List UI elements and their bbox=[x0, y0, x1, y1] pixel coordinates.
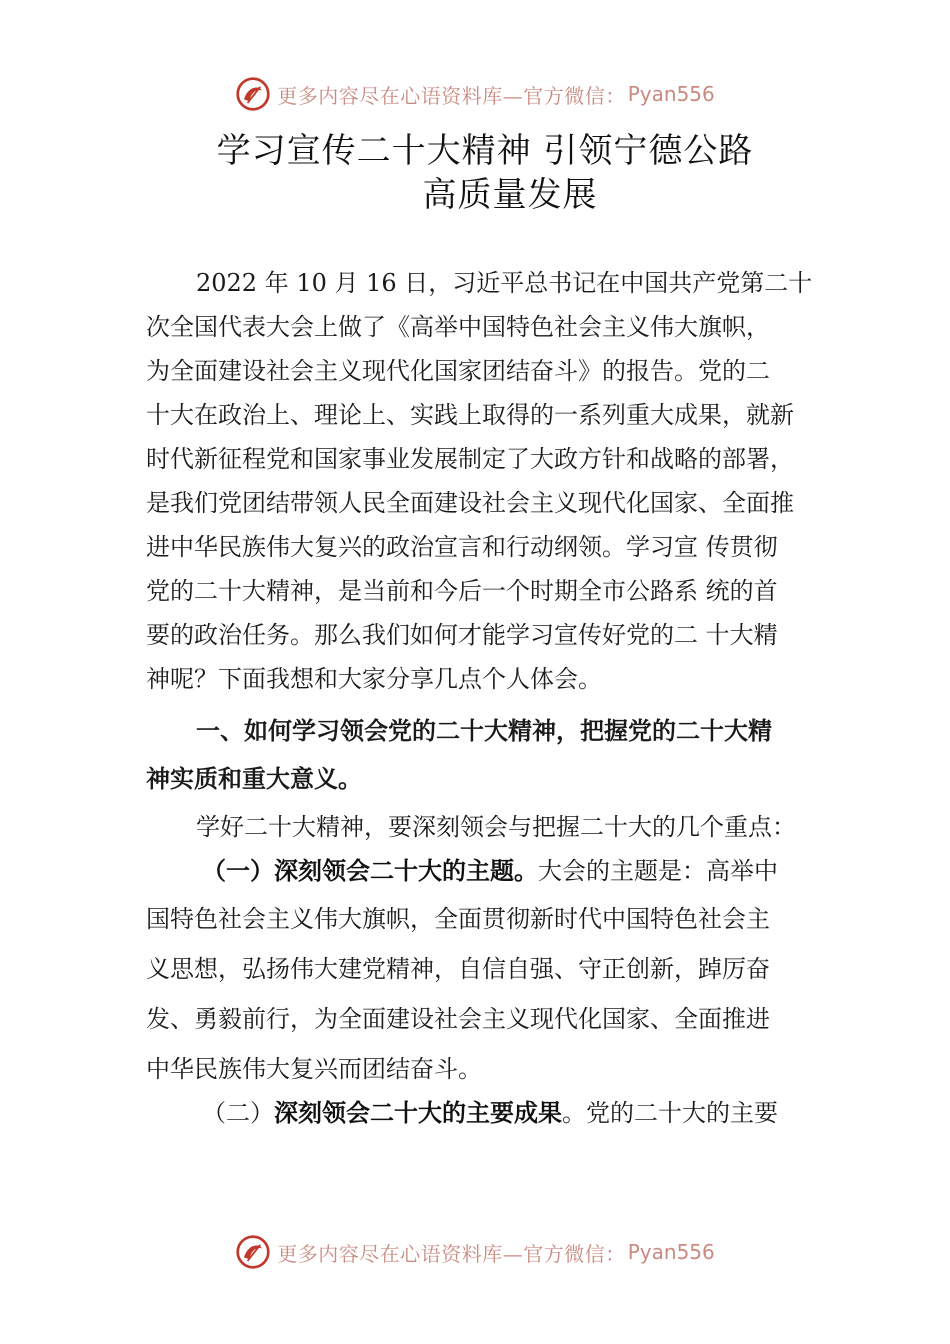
paragraph-line: 进中华民族伟大复兴的政治宣言和行动纲领。学习宣 传贯彻 bbox=[146, 533, 778, 561]
paragraph-line: 时代新征程党和国家事业发展制定了大政方针和战略的部署， bbox=[146, 445, 794, 473]
paragraph-line: 2022 年 10 月 16 日，习近平总书记在中国共产党第二十 bbox=[196, 269, 813, 297]
paragraph-line: 是我们党团结带领人民全面建设社会主义现代化国家、全面推 bbox=[146, 489, 794, 517]
paragraph-line: 为全面建设社会主义现代化国家团结奋斗》的报告。党的二 bbox=[146, 357, 770, 385]
subsection-1-line bbox=[202, 854, 778, 888]
paragraph-line: 十大在政治上、理论上、实践上取得的一系列重大成果，就新 bbox=[146, 401, 794, 429]
watermark-text: 更多内容尽在心语资料库—官方微信： bbox=[277, 83, 626, 108]
paragraph-line: 要的政治任务。那么我们如何才能学习宣传好党的二 十大精 bbox=[146, 621, 778, 649]
subsection-1-heading: （一）深刻领会二十大的主题。 bbox=[202, 857, 538, 885]
subsection-2-prefix: （二） bbox=[202, 1099, 274, 1127]
watermark-wechat-id: Pyan556 bbox=[627, 82, 715, 106]
paragraph-line: 次全国代表大会上做了《高举中国特色社会主义伟大旗帜， bbox=[146, 313, 770, 341]
subsection-2-text: 。党的二十大的主要 bbox=[562, 1099, 778, 1127]
paragraph-line: 中华民族伟大复兴而团结奋斗。 bbox=[146, 1055, 482, 1083]
section-heading-1: 一、如何学习领会党的二十大精神，把握党的二十大精 bbox=[196, 717, 772, 745]
paragraph-line: 神呢？下面我想和大家分享几点个人体会。 bbox=[146, 665, 602, 693]
watermark-text: 更多内容尽在心语资料库—官方微信： bbox=[277, 1241, 626, 1266]
document-title-line1: 学习宣传二十大精神 引领宁德公路 bbox=[216, 131, 754, 171]
subsection-2-heading: 深刻领会二十大的主要成果 bbox=[274, 1099, 562, 1127]
red-seal-logo-icon bbox=[235, 76, 271, 112]
header-watermark bbox=[0, 72, 950, 116]
subsection-1-text: 大会的主题是：高举中 bbox=[538, 857, 778, 885]
section-heading-1-cont: 神实质和重大意义。 bbox=[146, 765, 362, 793]
paragraph-line: 党的二十大精神，是当前和今后一个时期全市公路系 统的首 bbox=[146, 577, 778, 605]
paragraph-line: 国特色社会主义伟大旗帜，全面贯彻新时代中国特色社会主 bbox=[146, 905, 770, 933]
paragraph-line: 学好二十大精神，要深刻领会与把握二十大的几个重点： bbox=[196, 813, 796, 841]
paragraph-line: 发、勇毅前行，为全面建设社会主义现代化国家、全面推进 bbox=[146, 1005, 770, 1033]
footer-watermark bbox=[0, 1230, 950, 1274]
document-title-line2: 高质量发展 bbox=[422, 175, 598, 215]
watermark-wechat-id: Pyan556 bbox=[627, 1240, 715, 1264]
subsection-2-line bbox=[202, 1096, 778, 1130]
paragraph-line: 义思想，弘扬伟大建党精神，自信自强、守正创新，踔厉奋 bbox=[146, 955, 770, 983]
red-seal-logo-icon bbox=[235, 1234, 271, 1270]
